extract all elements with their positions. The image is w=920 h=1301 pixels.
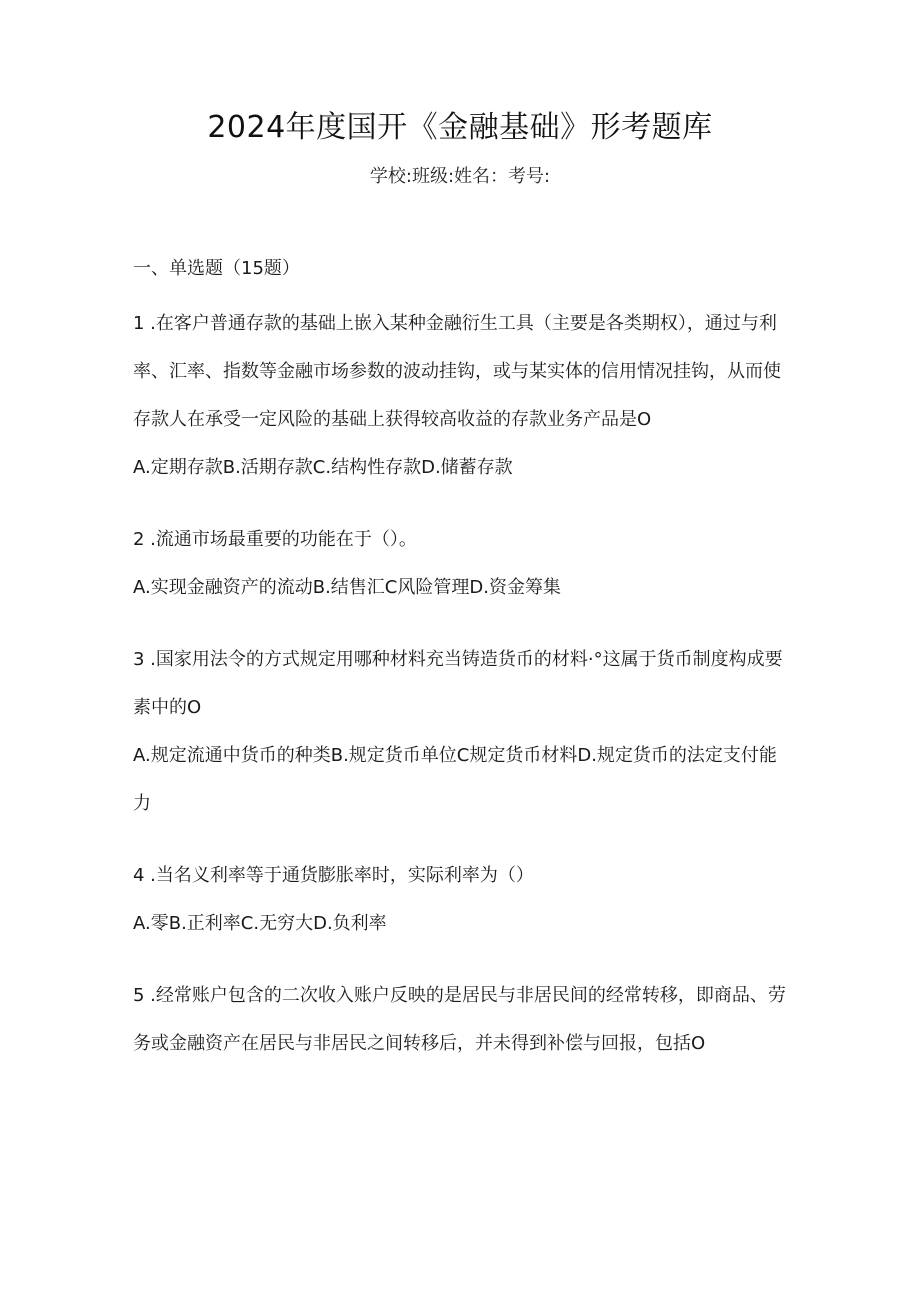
question-stem: 2 .流通市场最重要的功能在于（）。 [133,529,417,550]
document-title: 2024年度国开《金融基础》形考题库 [207,110,713,145]
question-options: A.零B.正利率C.无穷大D.负利率 [133,913,387,934]
section-heading: 一、单选题（15题） [133,258,300,279]
question-stem: 4 .当名义利率等于通货膨胀率时，实际利率为（） [133,865,534,886]
question-block-2 [133,516,793,612]
question-block-1 [133,300,793,492]
question-block-5 [133,972,793,1068]
question-stem: 5 .经常账户包含的二次收入账户反映的是居民与非居民间的经常转移，即商品、劳务或金融资产在居民与非居民之间转移后，并未得到补偿与回报，包括O [133,985,786,1054]
question-stem: 1 .在客户普通存款的基础上嵌入某种金融衍生工具（主要是各类期权），通过与利率、汇率、指数等金融市场参数的波动挂钩，或与某实体的信用情况挂钩，从而使存款人在承受一定风险的基础上获得较高收益的存款业务产品是O [133,313,781,430]
document-body [133,256,793,1068]
question-options: A.定期存款B.活期存款C.结构性存款D.储蓄存款 [133,457,513,478]
student-info-line: 学校:班级:姓名：考号: [369,166,551,187]
question-block-4 [133,852,793,948]
question-options: A.实现金融资产的流动B.结售汇C风险管理D.资金筹集 [133,577,561,598]
question-stem: 3 .国家用法令的方式规定用哪种材料充当铸造货币的材料·°这属于货币制度构成要素中的O [133,649,783,718]
question-block-3 [133,636,793,828]
question-options: A.规定流通中货币的种类B.规定货币单位C规定货币材料D.规定货币的法定支付能力 [133,745,777,814]
